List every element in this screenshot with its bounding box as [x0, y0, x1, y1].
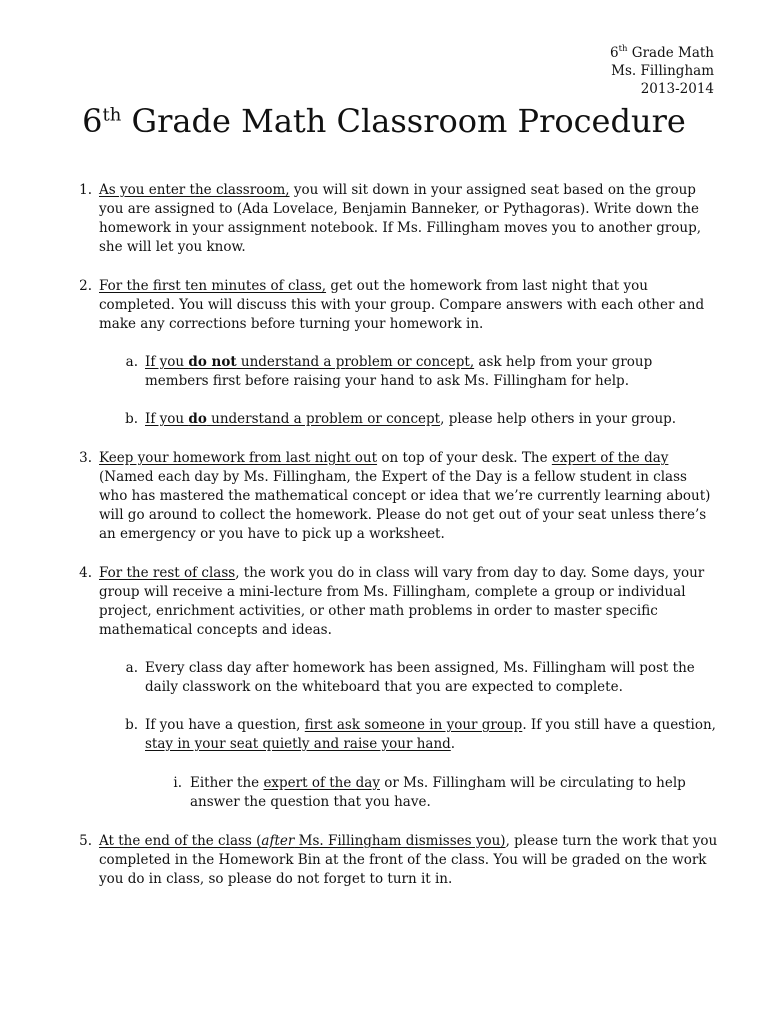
item-text: [99, 832, 719, 889]
header-course: [610, 44, 714, 62]
item-lead: [99, 833, 506, 849]
subitem-lead: [145, 354, 474, 370]
item-lead: Keep your homework from last night out: [99, 450, 378, 466]
subitem-lead-a: If you: [145, 354, 189, 370]
subitem-pre: Either the: [190, 775, 264, 791]
subitem-text: [145, 410, 720, 429]
subitem-lead-bold: do: [188, 411, 207, 427]
item-marker: 1.: [79, 182, 92, 198]
header-block: [610, 44, 714, 98]
item-rest: you will sit down in your assigned seat based on the group you are assigned to (Ada Lovelace, Benjamin Banneker, or Pythagoras). Write down the homework in your assignment notebook. If Ms. Fillingham moves you to another group, she will let you know.: [99, 182, 702, 255]
title-sup: th: [102, 104, 122, 126]
subitem-underline-2: stay in your seat quietly and raise your hand: [145, 736, 451, 752]
item-text: [99, 277, 719, 334]
item-text: [99, 564, 719, 640]
subitem-lead-a: If you: [145, 411, 189, 427]
header-course-sup: th: [618, 43, 628, 54]
item-text: [99, 181, 719, 257]
subitem-lead-b: understand a problem or concept: [206, 411, 441, 427]
subitem-text: [145, 716, 720, 754]
subitem-marker: b.: [125, 411, 138, 427]
header-year: 2013-2014: [640, 81, 714, 97]
subitem-marker: a.: [125, 354, 138, 370]
item-marker: 4.: [79, 565, 92, 581]
header-course-num: 6: [610, 45, 619, 61]
item-lead-b: Ms. Fillingham dismisses you): [294, 833, 506, 849]
subitem-lead-b: understand a problem or concept,: [236, 354, 475, 370]
item-lead-a: At the end of the class (: [99, 833, 262, 849]
page-title: [0, 101, 768, 141]
subitem-mid: . If you still have a question,: [522, 717, 716, 733]
subitem-marker: a.: [125, 660, 138, 676]
subitem-marker: i.: [173, 775, 182, 791]
title-num: 6: [82, 102, 103, 140]
item-text: [99, 449, 719, 544]
subitem-text: [145, 353, 720, 391]
item-lead: As you enter the classroom,: [99, 182, 290, 198]
item-expert: expert of the day: [551, 450, 669, 466]
subitem-underline-1: first ask someone in your group: [304, 717, 523, 733]
item-rest: get out the homework from last night that you completed. You will discuss this with your group. Compare answers with each other and make any corrections before turning your homework in.: [99, 278, 705, 332]
subitem-marker: b.: [125, 717, 138, 733]
item-marker: 2.: [79, 278, 92, 294]
item-marker: 5.: [79, 833, 92, 849]
item-mid: on top of your desk. The: [377, 450, 552, 466]
title-rest: Grade Math Classroom Procedure: [121, 102, 686, 140]
item-lead-italic: after: [261, 833, 295, 849]
header-course-rest: Grade Math: [627, 45, 714, 61]
subitem-lead: [145, 411, 440, 427]
item-lead: For the first ten minutes of class,: [99, 278, 327, 294]
subitem-rest: or Ms. Fillingham will be circulating to help answer the question that you have.: [190, 775, 686, 810]
item-rest: , the work you do in class will vary from day to day. Some days, your group will receive a mini-lecture from Ms. Fillingham, complete a group or individual project, enrichment activities, or other math problems in order to master specific mathematical concepts and ideas.: [99, 565, 705, 638]
subitem-pre: If you have a question,: [145, 717, 305, 733]
item-rest: , please turn the work that you completed in the Homework Bin at the front of the class. You will be graded on the work you do in class, so please do not forget to turn it in.: [99, 833, 718, 887]
subitem-lead-bold: do not: [188, 354, 237, 370]
item-lead: For the rest of class: [99, 565, 236, 581]
subitem-end: .: [450, 736, 456, 752]
item-rest: (Named each day by Ms. Fillingham, the Expert of the Day is a fellow student in class who has mastered the mathematical concept or idea that we’re currently learning about) will go around to collect the homework. Please do not get out of your seat unless there’s an emergency or you have to pick up a worksheet.: [99, 469, 711, 542]
header-teacher: Ms. Fillingham: [611, 63, 714, 79]
subitem-rest: , please help others in your group.: [440, 411, 677, 427]
subitem-underline: expert of the day: [263, 775, 380, 791]
subitem-text: [190, 774, 720, 812]
subitem-text: Every class day after homework has been assigned, Ms. Fillingham will post the daily classwork on the whiteboard that you are expected to complete.: [145, 660, 695, 695]
subitem-rest: ask help from your group members first before raising your hand to ask Ms. Fillingham for help.: [145, 354, 653, 389]
item-marker: 3.: [79, 450, 92, 466]
